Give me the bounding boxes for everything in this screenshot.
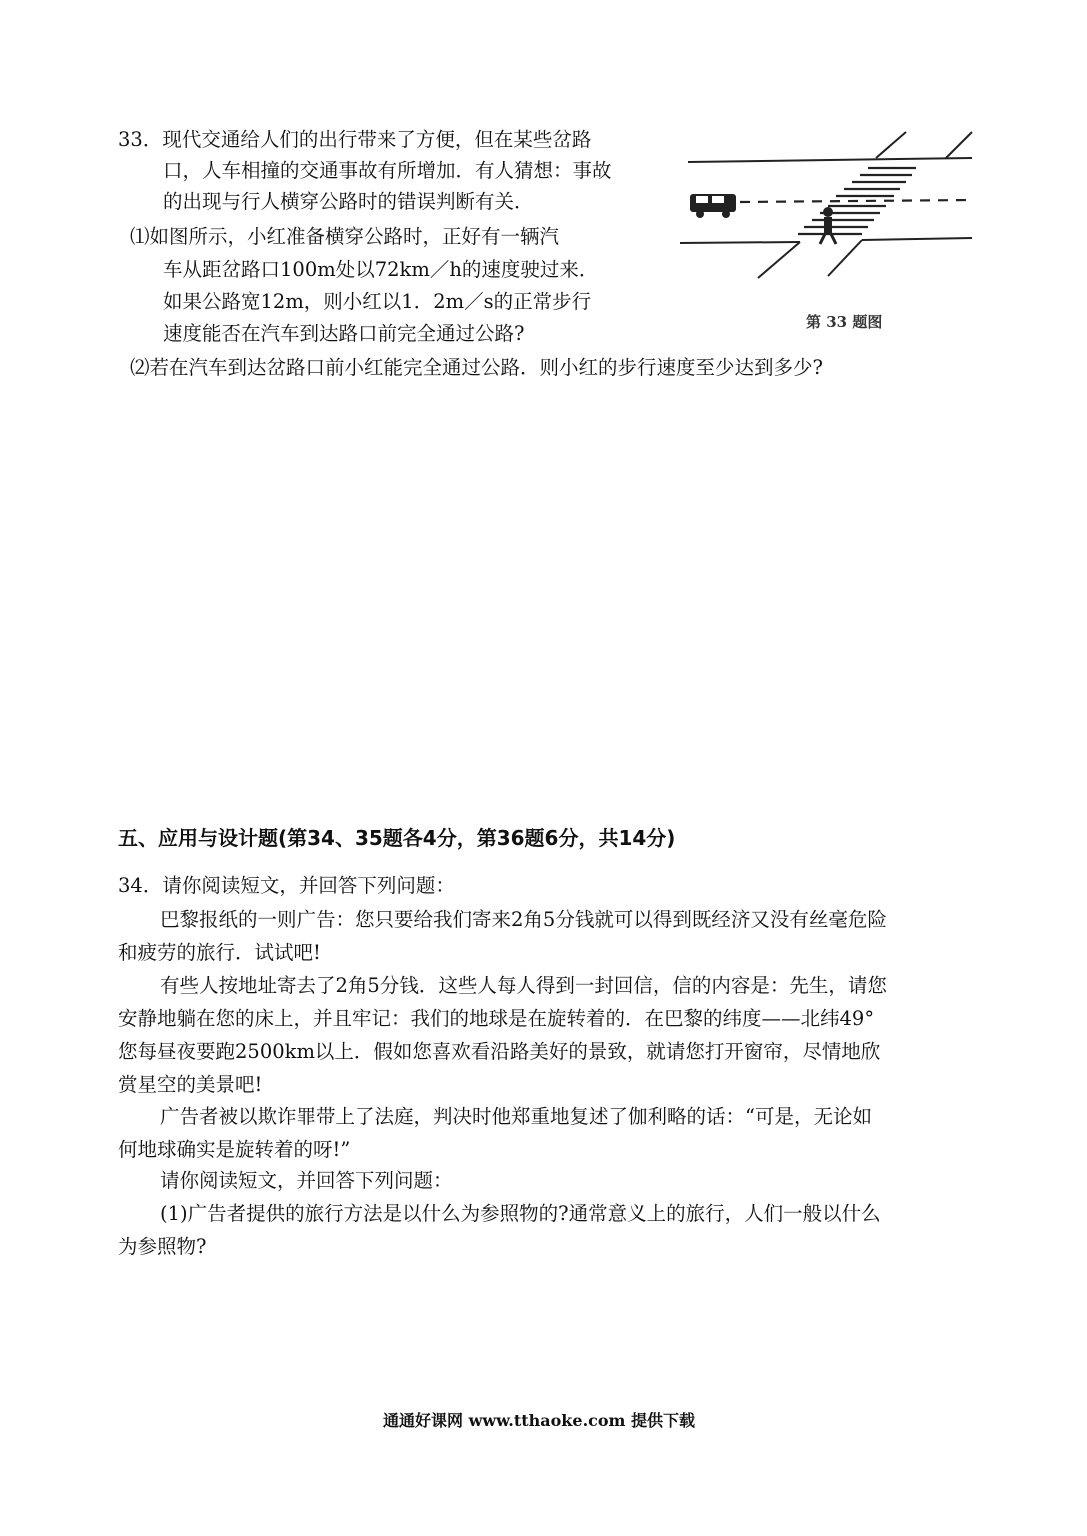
section-heading: 五、应用与设计题(第34、35题各4分，第36题6分，共14分) (118, 826, 676, 850)
crossroad-figure (680, 128, 980, 283)
q33-sub1-line-3: 如果公路宽12m，则小红以1．2m／s的正常步行 (163, 290, 592, 313)
q34-line-9: 何地球确实是旋转着的呀!” (118, 1138, 351, 1161)
q34-line-2: 巴黎报纸的一则广告：您只要给我们寄来2角5分钱就可以得到既经济又没有丝毫危险 (160, 908, 887, 931)
q34-line-1: 34．请你阅读短文，并回答下列问题： (118, 874, 455, 897)
q34-line-11: (1)广告者提供的旅行方法是以什么为参照物的?通常意义上的旅行，人们一般以什么 (160, 1202, 881, 1225)
q34-line-10: 请你阅读短文，并回答下列问题： (160, 1169, 453, 1192)
q33-sub1-line-2: 车从距岔路口100m处以72km／h的速度驶过来． (163, 258, 599, 281)
car-icon (690, 194, 736, 218)
q33-sub1-line-1: ⑴如图所示，小红准备横穿公路时，正好有一辆汽 (130, 225, 560, 248)
q34-line-5: 安静地躺在您的床上，并且牢记：我们的地球是在旋转着的．在巴黎的纬度——北纬49° (118, 1007, 875, 1030)
q34-line-3: 和疲劳的旅行．试试吧! (118, 941, 321, 964)
q34-line-7: 赏星空的美景吧! (118, 1073, 263, 1096)
q34-line-12: 为参照物? (118, 1235, 207, 1258)
footer-text: 通通好课网 www.tthaoke.com 提供下载 (383, 1411, 696, 1430)
q33-line-1: 33．现代交通给人们的出行带来了方便，但在某些岔路 (118, 128, 592, 151)
q33-line-2: 口，人车相撞的交通事故有所增加．有人猜想：事故 (163, 159, 612, 182)
q34-line-6: 您每昼夜要跑2500km以上．假如您喜欢看沿路美好的景致，就请您打开窗帘，尽情地欣 (118, 1040, 881, 1063)
figure-caption: 第 33 题图 (806, 313, 883, 331)
q34-line-8: 广告者被以欺诈罪带上了法庭，判决时他郑重地复述了伽利略的话：“可是，无论如 (160, 1105, 872, 1128)
q33-sub1-line-4: 速度能否在汽车到达路口前完全通过公路? (163, 322, 525, 345)
q33-sub2-line: ⑵若在汽车到达岔路口前小红能完全通过公路．则小红的步行速度至少达到多少? (130, 356, 823, 379)
q33-line-3: 的出现与行人横穿公路时的错误判断有关． (163, 190, 534, 213)
q34-line-4: 有些人按地址寄去了2角5分钱．这些人每人得到一封回信，信的内容是：先生，请您 (160, 974, 887, 997)
